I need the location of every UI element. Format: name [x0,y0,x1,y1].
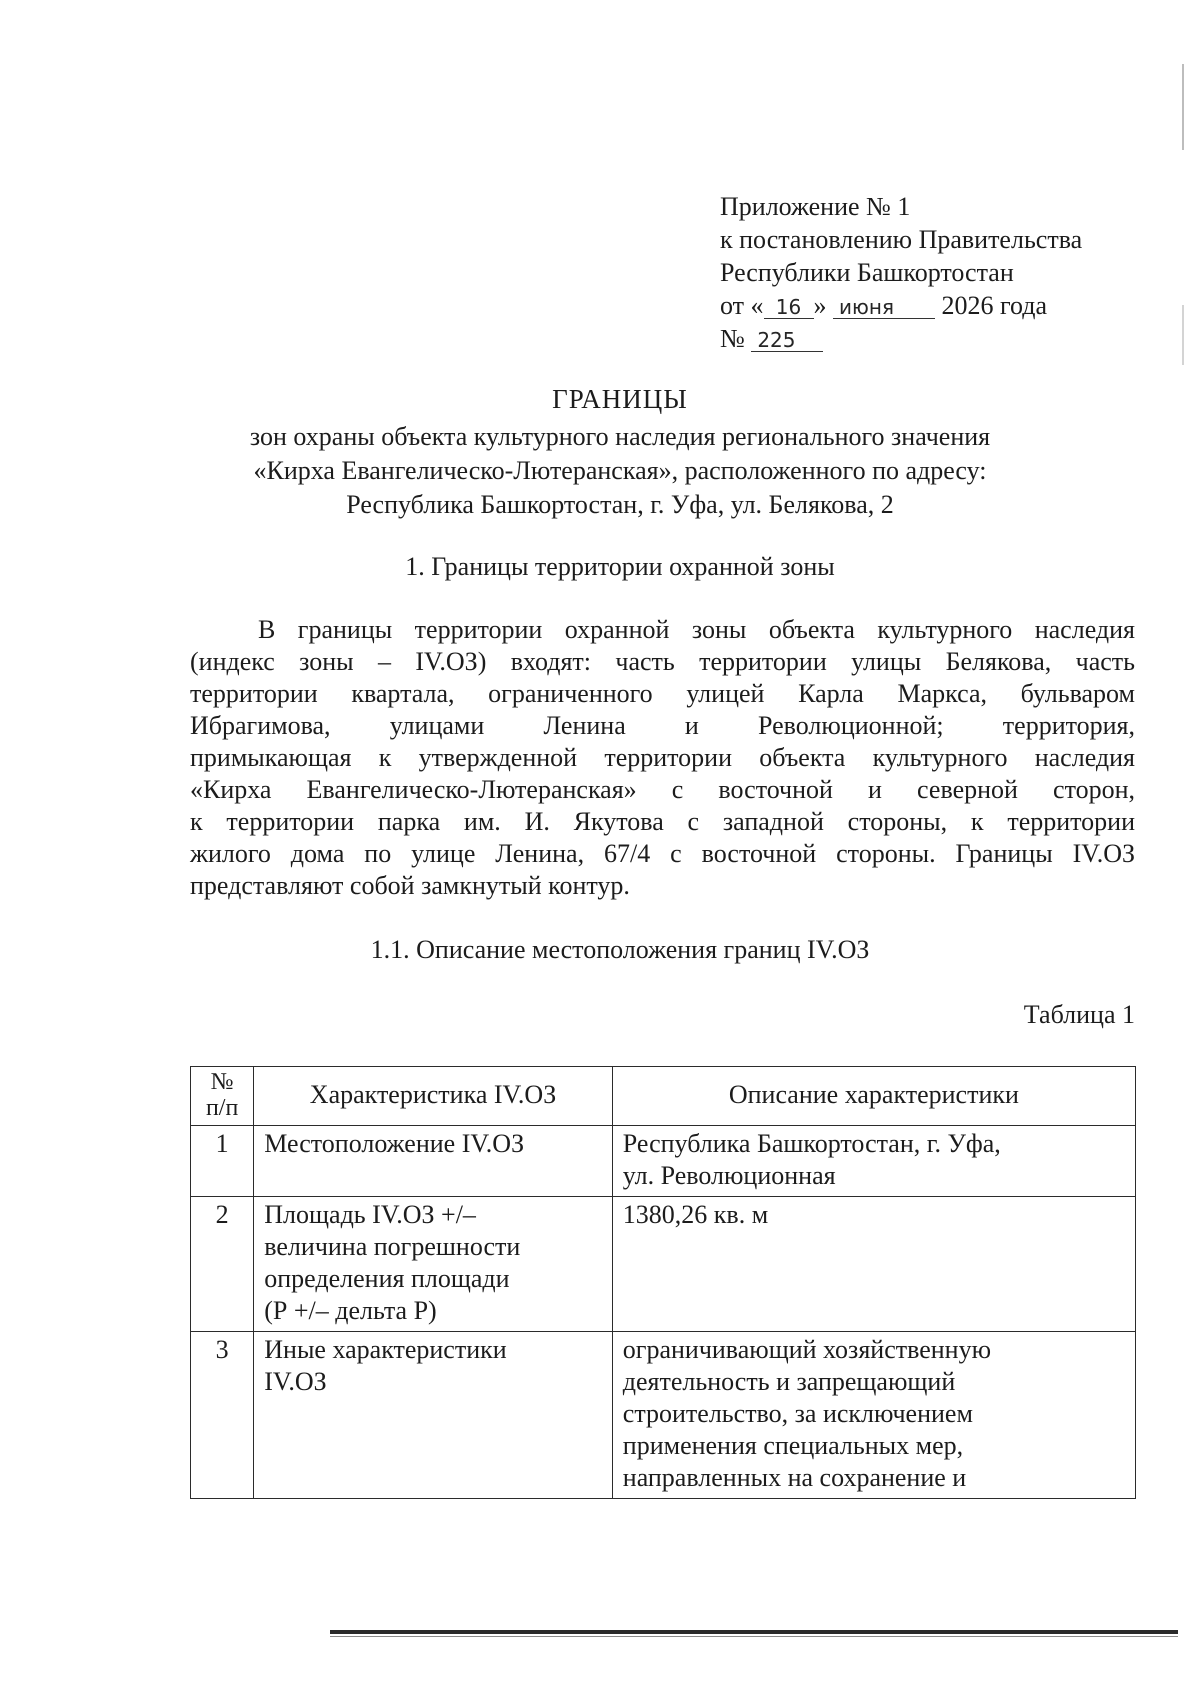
row-number: 2 [191,1197,254,1332]
cell-line: направленных на сохранение и [622,1463,967,1492]
date-day: 16 [764,296,814,319]
cell-line: величина погрешности [264,1232,521,1261]
scan-edge-mark [330,1630,1178,1634]
header-characteristic: Характеристика IV.ОЗ [254,1067,613,1126]
cell-line: Площадь IV.ОЗ +/– [264,1200,476,1229]
characteristics-table [190,1066,1136,1499]
subsection-heading: 1.1. Описание местоположения границ IV.ОЗ [370,935,870,964]
document-subtitle [190,420,1050,522]
row-number: 3 [191,1332,254,1499]
cell-line: ул. Революционная [622,1161,836,1190]
scan-edge-mark [330,1636,1178,1637]
document-title: ГРАНИЦЫ [552,384,688,414]
scan-edge-mark [1182,64,1184,150]
subtitle-line: «Кирха Евангелическо-Лютеранская», расположенного по адресу: [253,456,987,485]
paragraph-line: В границы территории охранной зоны объекта культурного наследия [258,615,1135,644]
header-description: Описание характеристики [612,1067,1135,1126]
paragraph-line: «Кирха Евангелическо-Лютеранская» с восточной и северной сторон, [190,775,1135,804]
row-number: 1 [191,1126,254,1197]
appendix-number-line [720,322,1160,355]
header-number-line: № [210,1069,234,1095]
cell-line: применения специальных мер, [622,1431,964,1460]
appendix-line: к постановлению Правительства [720,225,1083,254]
cell-line: Иные характеристики [264,1335,507,1364]
section-paragraph [190,614,1135,902]
paragraph-line: к территории парка им. И. Якутова с западной стороны, к территории [190,807,1135,836]
row-characteristic [254,1126,613,1197]
cell-line: ограничивающий хозяйственную [622,1335,992,1364]
row-characteristic [254,1332,613,1499]
cell-line: деятельность и запрещающий [622,1367,956,1396]
paragraph-line: (индекс зоны – IV.ОЗ) входят: часть территории улицы Белякова, часть [190,647,1135,676]
cell-line: IV.ОЗ [264,1367,327,1396]
row-description [612,1197,1135,1332]
appendix-line: Республики Башкортостан [720,258,1014,287]
row-characteristic [254,1197,613,1332]
date-prefix: от « [720,291,764,320]
table-row [191,1332,1136,1499]
paragraph-line: Ибрагимова, улицами Ленина и Революционной; территория, [190,711,1135,740]
appendix-date-line [720,289,1160,322]
header-number-line: п/п [205,1095,239,1121]
row-description [612,1332,1135,1499]
date-year: 2026 года [941,291,1048,320]
number-prefix: № [720,324,745,353]
cell-line: 1380,26 кв. м [622,1200,769,1229]
cell-line: определения площади [264,1264,510,1293]
cell-line: Местоположение IV.ОЗ [264,1129,525,1158]
row-description [612,1126,1135,1197]
table-row [191,1126,1136,1197]
paragraph-line: территории квартала, ограниченного улицей Карла Маркса, бульваром [190,679,1135,708]
paragraph-line: примыкающая к утвержденной территории объекта культурного наследия [190,743,1135,772]
section-heading: 1. Границы территории охранной зоны [405,552,835,581]
cell-line: (Р +/– дельта Р) [264,1296,437,1325]
paragraph-line: представляют собой замкнутый контур. [190,871,630,900]
table-header-row [191,1067,1136,1126]
document-number: 225 [751,329,823,352]
cell-line: Республика Башкортостан, г. Уфа, [622,1129,1001,1158]
subtitle-line: зон охраны объекта культурного наследия регионального значения [249,422,991,451]
scan-edge-mark [1182,305,1184,365]
date-month: июня [833,296,935,319]
header-number [191,1067,254,1126]
table-caption: Таблица 1 [1023,1000,1135,1029]
paragraph-line: жилого дома по улице Ленина, 67/4 с восточной стороны. Границы IV.ОЗ [190,839,1135,868]
appendix-line: Приложение № 1 [720,192,911,221]
table-row [191,1197,1136,1332]
subtitle-line: Республика Башкортостан, г. Уфа, ул. Белякова, 2 [346,490,894,519]
cell-line: строительство, за исключением [622,1399,973,1428]
appendix-block [720,190,1160,355]
date-mid: » [813,291,827,320]
